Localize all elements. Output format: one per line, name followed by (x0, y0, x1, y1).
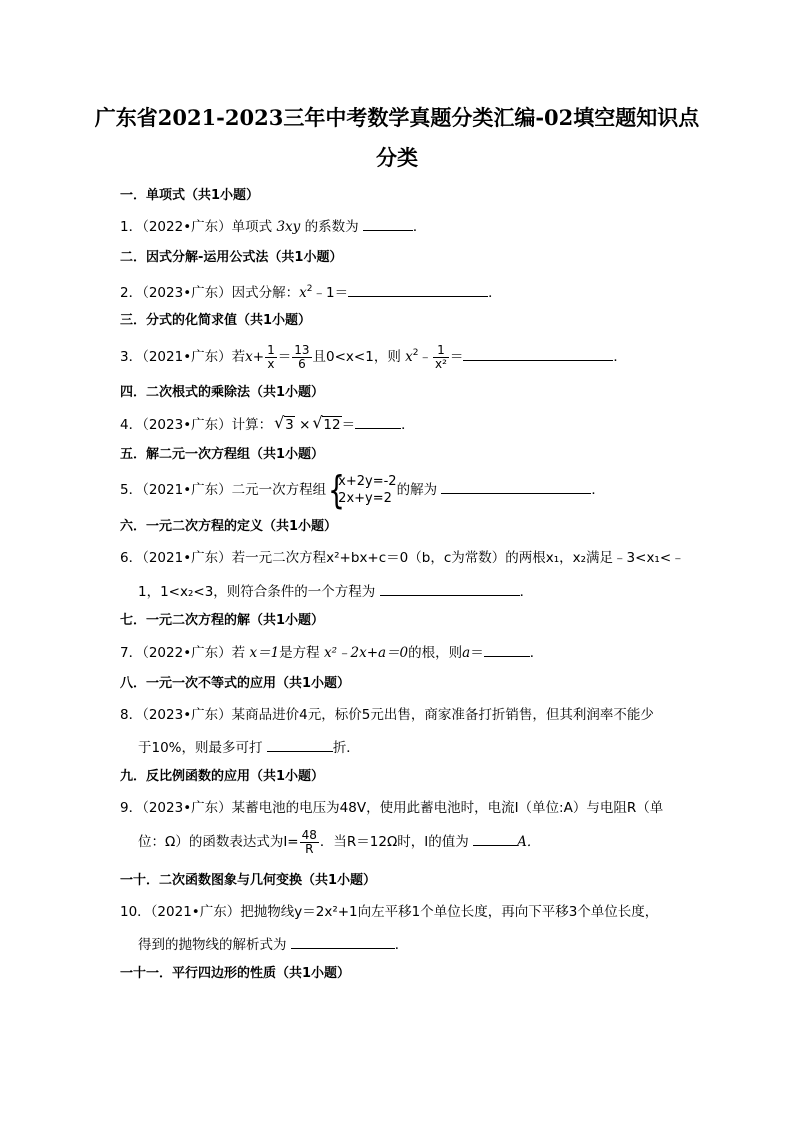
question-8-line2 (138, 737, 360, 758)
answer-blank[interactable] (380, 581, 520, 596)
q6-period: ． (519, 584, 534, 600)
q1-expr: 3xy (276, 219, 301, 235)
q3-cond: 且0<x<1，则 (312, 349, 401, 365)
q4-text: 4．（2023•广东）计算： (120, 417, 273, 433)
section-heading: 一十一．平行四边形的性质（共1小题） (120, 966, 351, 981)
question-4 (120, 414, 415, 435)
answer-blank[interactable] (441, 479, 591, 494)
q7-post: 的根，则 (408, 645, 463, 661)
fraction: $\frac{48}{R}$ (301, 827, 317, 856)
sqrt-3: √ 3 (274, 415, 295, 435)
section-heading: 六．一元二次方程的定义（共1小题） (120, 519, 338, 534)
brace-icon: { (328, 468, 346, 512)
q3-exp: 2 (412, 348, 419, 358)
q1-text: 1．（2022•广东）单项式 (120, 219, 273, 235)
answer-blank[interactable] (363, 216, 413, 231)
answer-blank[interactable] (463, 346, 613, 361)
question-6-line1: 6．（2021•广东）若一元二次方程x²+bx+c＝0（b，c为常数）的两根x₁，x₂满足﹣3<x₁<﹣ (120, 550, 685, 566)
question-7 (120, 642, 543, 663)
q3-var: x (245, 349, 253, 365)
section-heading: 一．单项式（共1小题） (120, 188, 260, 203)
q4-eq: ＝ (341, 417, 356, 433)
question-9-line1: 9．（2023•广东）某蓄电池的电压为48V，使用此蓄电池时，电流I（单位:A）与电阻R（单 (120, 800, 664, 816)
q6-text: 1，1<x₂<3，则符合条件的一个方程为 (138, 584, 376, 600)
q7-eqn: x²﹣2x+a＝0 (323, 645, 409, 661)
q2-mid: ﹣1＝ (312, 285, 349, 301)
q2-exp: 2 (306, 284, 313, 294)
q2-text: 2．（2023•广东）因式分解： (120, 285, 300, 301)
section-heading: 三．分式的化简求值（共1小题） (120, 313, 312, 328)
section-heading: 七．一元二次方程的解（共1小题） (120, 613, 325, 628)
q10-period: ． (394, 937, 409, 953)
q1-period: ． (412, 219, 427, 235)
question-5 (120, 470, 605, 510)
q4-times: × (299, 417, 311, 433)
q3-eq2: ＝ (449, 349, 464, 365)
q9-mid: ．当R＝12Ω时，I的值为 (319, 834, 469, 850)
q7-text: 7．（2022•广东）若 (120, 645, 246, 661)
q5-post: 的解为 (396, 482, 438, 498)
answer-blank[interactable] (291, 934, 395, 949)
q3-plus: + (252, 349, 265, 365)
sqrt-12: √ 12 (312, 415, 341, 435)
question-9-line2 (138, 826, 540, 858)
q9-unit: A． (517, 834, 541, 850)
q7-eq: ＝ (470, 645, 484, 661)
q8-post: 折． (332, 740, 360, 756)
q3-eq: ＝ (277, 349, 292, 365)
q5-text: 5．（2021•广东）二元一次方程组 (120, 482, 327, 498)
q5-period: ． (591, 482, 605, 498)
q2-period: ． (488, 285, 502, 301)
section-heading: 二．因式分解-运用公式法（共1小题） (120, 250, 343, 265)
question-8-line1: 8．（2023•广东）某商品进价4元，标价5元出售，商家准备打折销售，但其利润率不能少 (120, 707, 654, 723)
q3-var2: x (405, 349, 413, 365)
section-heading: 八．一元一次不等式的应用（共1小题） (120, 676, 351, 691)
document-title: 广东省2021-2023三年中考数学真题分类汇编-02填空题知识点 (94, 105, 700, 130)
q7-mid: 是方程 (279, 645, 320, 661)
q2-var: x (299, 285, 307, 301)
answer-blank[interactable] (473, 831, 517, 846)
answer-blank[interactable] (355, 414, 401, 429)
q9-text: 位：Ω）的函数表达式为 (138, 834, 284, 850)
section-heading: 四．二次根式的乘除法（共1小题） (120, 385, 325, 400)
question-10-line2 (138, 934, 408, 955)
document-title-continued: 分类 (376, 145, 418, 170)
q3-text: 3．（2021•广东）若 (120, 349, 246, 365)
fraction: $\frac{1}{\text{x²}}$ (434, 342, 447, 371)
question-2 (120, 279, 502, 303)
q7-period: ． (529, 645, 544, 661)
question-1 (120, 216, 426, 237)
q7-cond: x＝1 (249, 645, 280, 661)
answer-blank[interactable] (267, 737, 333, 752)
question-3 (120, 338, 627, 372)
q3-period: ． (613, 349, 627, 365)
fraction: $\frac{13}{6}$ (294, 342, 310, 371)
answer-blank[interactable] (348, 282, 488, 297)
answer-blank[interactable] (484, 642, 530, 657)
section-heading: 五．解二元一次方程组（共1小题） (120, 447, 325, 462)
q9-var: I= (283, 834, 299, 850)
equation-system: { x+2y=-2 2x+y=2 (328, 468, 397, 512)
q1-post: 的系数为 (304, 219, 359, 235)
section-heading: 一十．二次函数图象与几何变换（共1小题） (120, 873, 377, 888)
q10-text: 得到的抛物线的解析式为 (138, 937, 287, 953)
section-heading: 九．反比例函数的应用（共1小题） (120, 769, 325, 784)
q8-text: 于10%，则最多可打 (138, 740, 263, 756)
fraction: $\frac{1}{x}$ (267, 342, 275, 371)
question-10-line1: 10．（2021•广东）把抛物线y＝2x²+1向左平移1个单位长度，再向下平移3个单位长度， (120, 904, 659, 920)
q4-period: ． (401, 417, 415, 433)
q7-var: a (462, 645, 471, 661)
q3-minus: ﹣ (418, 349, 432, 365)
question-6-line2 (138, 581, 533, 602)
